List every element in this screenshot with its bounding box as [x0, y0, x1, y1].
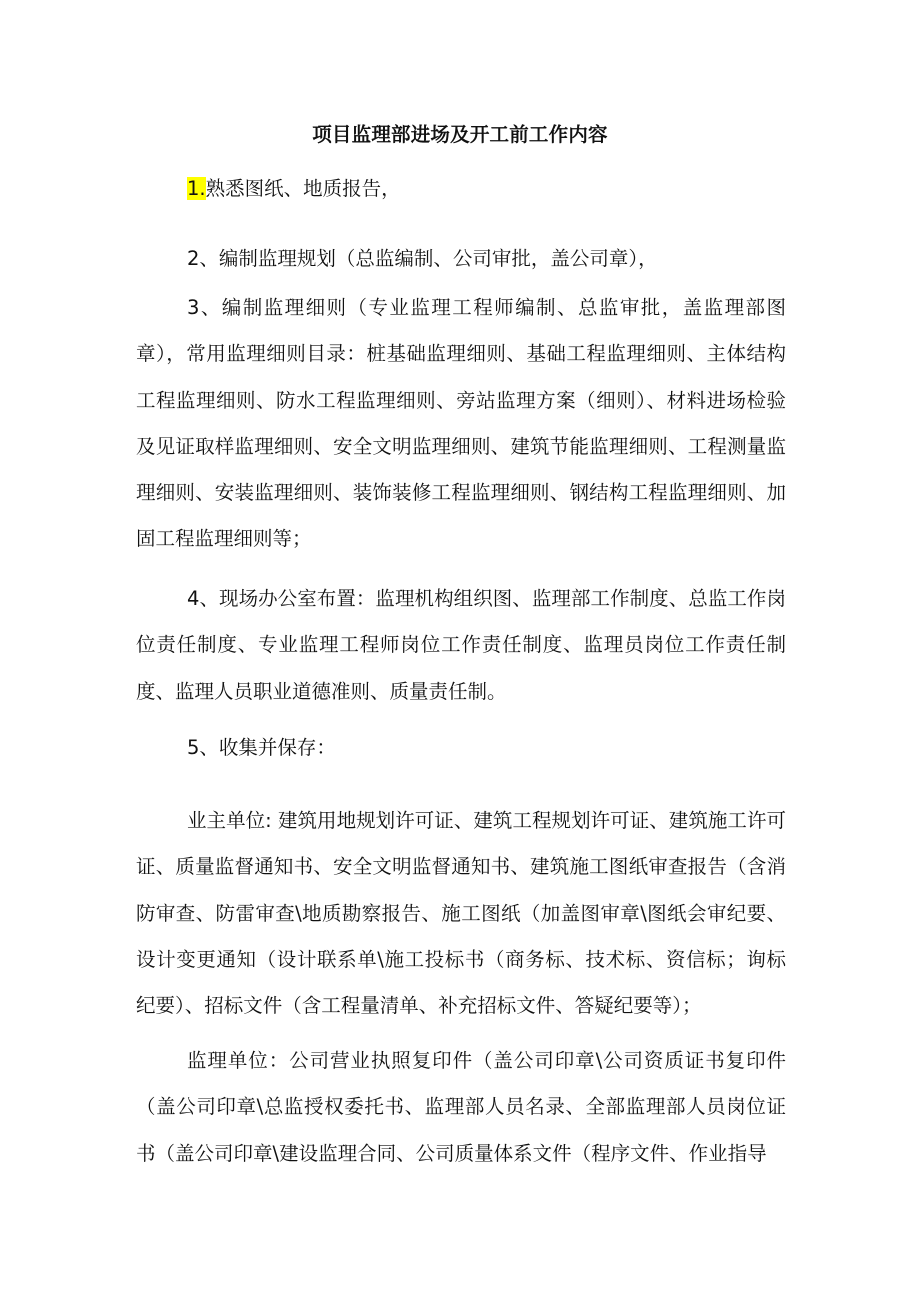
highlight-marker: 1.: [187, 177, 206, 200]
list-item-text: 监理单位：公司营业执照复印件（盖公司印章\公司资质证书复印件（盖公司印章\总监授权委托书、监理部人员名录、全部监理部人员岗位证书（盖公司印章\建设监理合同、公司质量体系文件（程序文件、作业指导: [136, 1049, 786, 1165]
list-item-text: 2、编制监理规划（总监编制、公司审批，盖公司章），: [187, 247, 658, 270]
list-item-3: [136, 285, 786, 563]
list-item-2: [136, 236, 786, 282]
list-item-text: 熟悉图纸、地质报告，: [205, 177, 401, 200]
list-item-text: 5、收集并保存：: [187, 736, 336, 759]
owner-documents-paragraph: [136, 798, 786, 1029]
document-title: 项目监理部进场及开工前工作内容: [312, 123, 608, 146]
list-item-1: [136, 166, 786, 212]
list-item-text: 4、现场办公室布置：监理机构组织图、监理部工作制度、总监工作岗位责任制度、专业监理工程师岗位工作责任制度、监理员岗位工作责任制度、监理人员职业道德准则、质量责任制。: [136, 587, 786, 703]
supervision-documents-paragraph: [136, 1038, 786, 1177]
list-item-text: 3、编制监理细则（专业监理工程师编制、总监审批，盖监理部图章），常用监理细则目录：桩基础监理细则、基础工程监理细则、主体结构工程监理细则、防水工程监理细则、旁站监理方案（细则）、材料进场检验及见证取样监理细则、安全文明监理细则、建筑节能监理细则、工程测量监理细则、安装监理细则、装饰装修工程监理细则、钢结构工程监理细则、加固工程监理细则等；: [136, 296, 786, 551]
list-item-text: 业主单位: 建筑用地规划许可证、建筑工程规划许可证、建筑施工许可证、质量监督通知书、安全文明监督通知书、建筑施工图纸审查报告（含消防审查、防雷审查\地质勘察报告、施工图纸（加盖图审章\图纸会审纪要、设计变更通知（设计联系单\施工投标书（商务标、技术标、资信标；询标纪要）、招标文件（含工程量清单、补充招标文件、答疑纪要等）；: [136, 809, 786, 1018]
list-item-4: [136, 576, 786, 715]
list-item-5: [136, 725, 786, 771]
